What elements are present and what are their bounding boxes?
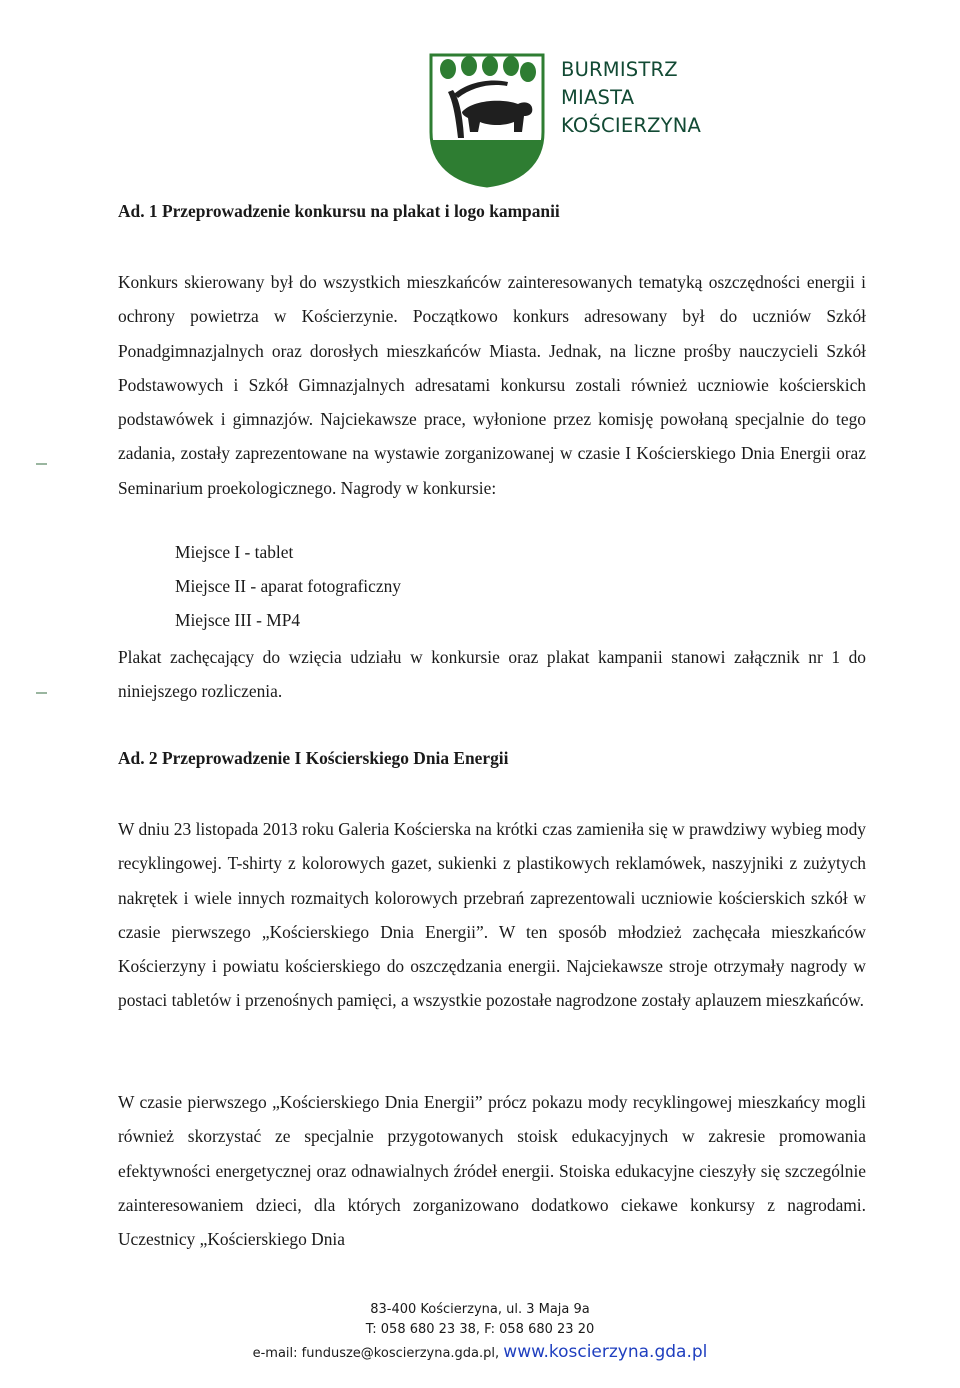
margin-mark <box>36 692 47 694</box>
footer <box>0 1300 960 1364</box>
office-title <box>561 56 701 140</box>
section-2-heading: Ad. 2 Przeprowadzenie I Kościerskiego Dnia Energii <box>118 748 509 768</box>
footer-website-link[interactable]: www.koscierzyna.gda.pl <box>503 1342 708 1362</box>
section-1-heading: Ad. 1 Przeprowadzenie konkursu na plakat i logo kampanii <box>118 201 560 221</box>
office-title-line-2: MIASTA <box>561 86 635 109</box>
margin-mark <box>36 463 47 465</box>
section-1-closing: Plakat zachęcający do wzięcia udziału w konkursie oraz plakat kampanii stanowi załącznik nr 1 do niniejszego rozliczenia. <box>118 647 866 702</box>
prize-item: Miejsce II - aparat fotograficzny <box>175 576 401 596</box>
office-title-line-1: BURMISTRZ <box>561 58 678 81</box>
section-1-paragraph: Konkurs skierowany był do wszystkich mieszkańców zainteresowanych tematyką oszczędności energii i ochrony powietrza w Kościerzynie. Początkowo konkurs adresowany był do uczniów Szkół Ponadgimnazjalnych oraz dorosłych mieszkańców Miasta. Jednak, na liczne prośby nauczycieli Szkół Podstawowych i Szkół Gimnazjalnych adresatami konkursu zostali również uczniowie kościerskich podstawówek i gimnazjów. Najciekawsze prace, wyłonione przez komisję powołaną specjalnie do tego zadania, zostały zaprezentowane na wystawie zorganizowanej w czasie I Kościerskiego Dnia Energii oraz Seminarium proekologicznego. Nagrody w konkursie: <box>118 272 866 498</box>
section-2-paragraph-1: W dniu 23 listopada 2013 roku Galeria Kościerska na krótki czas zamieniła się w prawdziwy wybieg mody recyklingowej. T-shirty z kolorowych gazet, sukienki z plastikowych reklamówek, naszyjniki z zużytych nakrętek i wiele innych rozmaitych kolorowych przebrań zaprezentowali uczniowie kościerskich szkół w czasie pierwszego „Kościerskiego Dnia Energii”. W ten sposób młodzież zachęcała mieszkańców Kościerzyny i powiatu kościerskiego do oszczędzania energii. Najciekawsze stroje otrzymały nagrody w postaci tabletów i przenośnych pamięci, a wszystkie pozostałe nagrodzone zostały aplauzem mieszkańców. <box>118 819 866 1011</box>
prize-item: Miejsce III - MP4 <box>175 610 301 630</box>
office-title-line-3: KOŚCIERZYNA <box>561 114 702 137</box>
prize-item: Miejsce I - tablet <box>175 542 294 562</box>
section-2-paragraph-2: W czasie pierwszego „Kościerskiego Dnia Energii” prócz pokazu mody recyklingowej mieszkańcy mogli również skorzystać ze specjalnie przygotowanych stoisk edukacyjnych w zakresie promowania efektywności energetycznej oraz odnawialnych źródeł energii. Stoiska edukacyjne cieszyły się szczególnie zainteresowaniem dzieci, dla których zorganizowano dodatkowo ciekawe konkursy z nagrodami. Uczestnicy „Kościerskiego Dnia <box>118 1092 866 1250</box>
footer-address: 83-400 Kościerzyna, ul. 3 Maja 9a <box>370 1302 590 1317</box>
footer-email[interactable]: e-mail: fundusze@koscierzyna.gda.pl, <box>252 1346 500 1361</box>
coat-of-arms-logo <box>428 52 546 188</box>
letterhead <box>428 52 728 192</box>
footer-phone: T: 058 680 23 38, F: 058 680 23 20 <box>365 1322 595 1337</box>
